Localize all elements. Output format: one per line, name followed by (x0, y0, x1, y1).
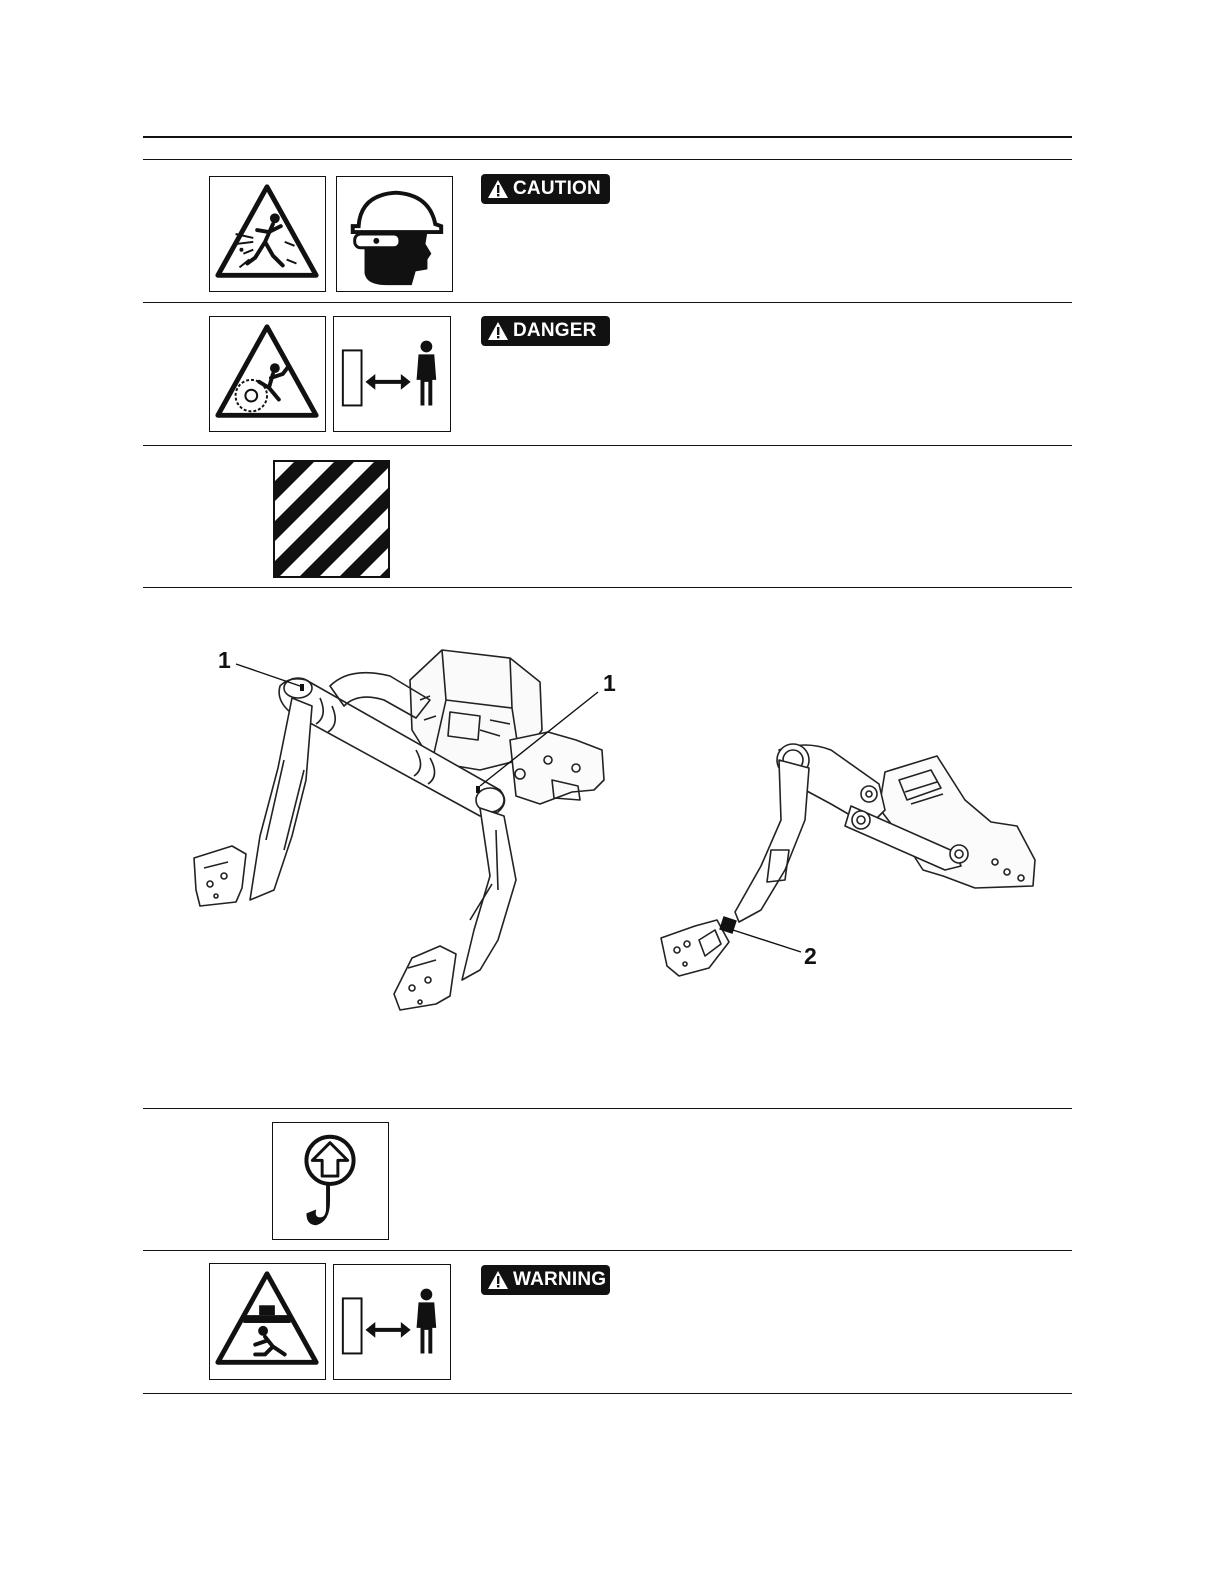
row-divider (143, 159, 1072, 160)
row-divider (143, 1250, 1072, 1251)
callout-number: 2 (804, 943, 817, 969)
wear-eye-head-protection-icon (336, 176, 453, 292)
top-rule (143, 136, 1072, 138)
machine-frame-illustration-right (655, 730, 1045, 990)
row-divider (143, 302, 1072, 303)
machine-frame-illustration-left (180, 640, 620, 1020)
callout-number: 1 (218, 647, 231, 673)
danger-signal-badge (481, 316, 610, 346)
keep-safe-distance-icon (333, 1264, 451, 1380)
alert-triangle-icon (487, 1270, 509, 1290)
alert-triangle-icon (487, 179, 509, 199)
signal-word: WARNING (513, 1269, 607, 1290)
row-divider (143, 1393, 1072, 1394)
crush-hazard-overhead-icon (209, 1263, 326, 1380)
signal-word: DANGER (513, 320, 597, 341)
flying-debris-hazard-icon (209, 176, 326, 292)
hazard-stripes-icon (273, 460, 390, 578)
alert-triangle-icon (487, 321, 509, 341)
keep-safe-distance-icon (333, 316, 451, 432)
row-divider (143, 445, 1072, 446)
caution-signal-badge (481, 174, 610, 204)
warning-signal-badge (481, 1265, 610, 1295)
callout-number: 1 (603, 670, 616, 696)
lift-point-hook-icon (272, 1122, 389, 1240)
signal-word: CAUTION (513, 178, 601, 199)
rotating-blade-hazard-icon (209, 316, 326, 432)
row-divider (143, 1108, 1072, 1109)
row-divider (143, 587, 1072, 588)
